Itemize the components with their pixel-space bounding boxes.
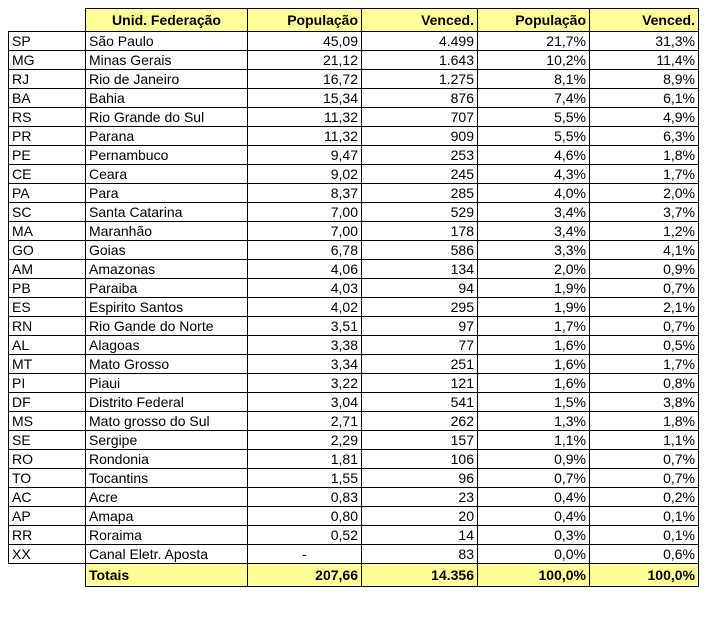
table-row bbox=[9, 165, 699, 184]
table-row bbox=[9, 260, 699, 279]
cell-venced-pct: 1,8% bbox=[590, 412, 699, 431]
cell-population-pct: 5,5% bbox=[478, 127, 590, 146]
cell-venced-pct: 8,9% bbox=[590, 70, 699, 89]
cell-population-pct: 2,0% bbox=[478, 260, 590, 279]
cell-name: Paraiba bbox=[86, 279, 248, 298]
table-row bbox=[9, 146, 699, 165]
cell-uf: SE bbox=[9, 431, 86, 450]
cell-population-pct: 7,4% bbox=[478, 89, 590, 108]
cell-population-pct: 1,1% bbox=[478, 431, 590, 450]
header-cell-venced-pct: Venced. bbox=[590, 9, 699, 32]
cell-venced: 909 bbox=[362, 127, 478, 146]
cell-population: 3,38 bbox=[248, 336, 362, 355]
cell-venced: 262 bbox=[362, 412, 478, 431]
totals-population-pct: 100,0% bbox=[478, 564, 590, 587]
cell-population-pct: 4,6% bbox=[478, 146, 590, 165]
table-row bbox=[9, 127, 699, 146]
cell-population-pct: 0,7% bbox=[478, 469, 590, 488]
cell-venced: 83 bbox=[362, 545, 478, 564]
cell-venced: 157 bbox=[362, 431, 478, 450]
table-row bbox=[9, 203, 699, 222]
cell-population-pct: 4,0% bbox=[478, 184, 590, 203]
cell-population-pct: 0,0% bbox=[478, 545, 590, 564]
cell-population: 1,55 bbox=[248, 469, 362, 488]
cell-population: 2,29 bbox=[248, 431, 362, 450]
cell-uf: PA bbox=[9, 184, 86, 203]
cell-population-pct: 3,4% bbox=[478, 203, 590, 222]
cell-venced-pct: 0,1% bbox=[590, 507, 699, 526]
cell-uf: AM bbox=[9, 260, 86, 279]
table-row bbox=[9, 336, 699, 355]
cell-venced-pct: 1,1% bbox=[590, 431, 699, 450]
totals-population: 207,66 bbox=[248, 564, 362, 587]
header-cell-venced: Venced. bbox=[362, 9, 478, 32]
totals-cell-uf bbox=[9, 564, 86, 587]
cell-population: 0,52 bbox=[248, 526, 362, 545]
cell-venced-pct: 0,1% bbox=[590, 526, 699, 545]
cell-venced-pct: 1,7% bbox=[590, 355, 699, 374]
cell-venced: 96 bbox=[362, 469, 478, 488]
cell-venced-pct: 3,7% bbox=[590, 203, 699, 222]
cell-uf: GO bbox=[9, 241, 86, 260]
cell-uf: AC bbox=[9, 488, 86, 507]
cell-name: Ceara bbox=[86, 165, 248, 184]
cell-venced-pct: 2,0% bbox=[590, 184, 699, 203]
cell-name: Mato Grosso bbox=[86, 355, 248, 374]
cell-uf: RR bbox=[9, 526, 86, 545]
cell-uf: AP bbox=[9, 507, 86, 526]
table-row bbox=[9, 450, 699, 469]
cell-population: 9,02 bbox=[248, 165, 362, 184]
cell-population-pct: 1,6% bbox=[478, 374, 590, 393]
cell-uf: PI bbox=[9, 374, 86, 393]
cell-population-pct: 4,3% bbox=[478, 165, 590, 184]
table-row bbox=[9, 241, 699, 260]
cell-uf: AL bbox=[9, 336, 86, 355]
cell-population: 0,83 bbox=[248, 488, 362, 507]
cell-population-pct: 0,4% bbox=[478, 488, 590, 507]
cell-population: 3,34 bbox=[248, 355, 362, 374]
cell-venced-pct: 0,7% bbox=[590, 279, 699, 298]
cell-uf: RN bbox=[9, 317, 86, 336]
cell-venced: 121 bbox=[362, 374, 478, 393]
cell-name: Pernambuco bbox=[86, 146, 248, 165]
table-row bbox=[9, 469, 699, 488]
table-row bbox=[9, 108, 699, 127]
cell-population: - bbox=[248, 545, 362, 564]
cell-population: 11,32 bbox=[248, 108, 362, 127]
table-row bbox=[9, 32, 699, 51]
table-row bbox=[9, 317, 699, 336]
cell-venced-pct: 0,7% bbox=[590, 469, 699, 488]
cell-population-pct: 1,5% bbox=[478, 393, 590, 412]
table-row bbox=[9, 222, 699, 241]
cell-uf: RO bbox=[9, 450, 86, 469]
totals-venced: 14.356 bbox=[362, 564, 478, 587]
cell-uf: ES bbox=[9, 298, 86, 317]
cell-venced: 106 bbox=[362, 450, 478, 469]
cell-venced: 586 bbox=[362, 241, 478, 260]
cell-venced: 1.643 bbox=[362, 51, 478, 70]
cell-population: 1,81 bbox=[248, 450, 362, 469]
cell-uf: SC bbox=[9, 203, 86, 222]
cell-name: Minas Gerais bbox=[86, 51, 248, 70]
cell-population: 3,22 bbox=[248, 374, 362, 393]
cell-population-pct: 5,5% bbox=[478, 108, 590, 127]
table-row bbox=[9, 412, 699, 431]
table-row bbox=[9, 184, 699, 203]
cell-venced: 77 bbox=[362, 336, 478, 355]
states-table bbox=[8, 8, 699, 587]
cell-venced: 529 bbox=[362, 203, 478, 222]
cell-population-pct: 0,4% bbox=[478, 507, 590, 526]
cell-name: Canal Eletr. Aposta bbox=[86, 545, 248, 564]
cell-population: 2,71 bbox=[248, 412, 362, 431]
cell-name: Maranhão bbox=[86, 222, 248, 241]
cell-venced: 134 bbox=[362, 260, 478, 279]
cell-venced-pct: 4,9% bbox=[590, 108, 699, 127]
cell-name: São Paulo bbox=[86, 32, 248, 51]
cell-venced: 295 bbox=[362, 298, 478, 317]
cell-venced: 94 bbox=[362, 279, 478, 298]
cell-venced-pct: 0,7% bbox=[590, 450, 699, 469]
cell-venced: 285 bbox=[362, 184, 478, 203]
cell-venced: 253 bbox=[362, 146, 478, 165]
cell-name: Santa Catarina bbox=[86, 203, 248, 222]
cell-name: Para bbox=[86, 184, 248, 203]
cell-population: 11,32 bbox=[248, 127, 362, 146]
cell-venced: 541 bbox=[362, 393, 478, 412]
cell-population-pct: 0,9% bbox=[478, 450, 590, 469]
cell-venced: 4.499 bbox=[362, 32, 478, 51]
cell-name: Rio Grande do Sul bbox=[86, 108, 248, 127]
header-cell-population-pct: População bbox=[478, 9, 590, 32]
cell-venced: 876 bbox=[362, 89, 478, 108]
cell-population-pct: 1,9% bbox=[478, 279, 590, 298]
table-row bbox=[9, 298, 699, 317]
cell-population: 45,09 bbox=[248, 32, 362, 51]
cell-venced-pct: 31,3% bbox=[590, 32, 699, 51]
cell-name: Rio Gande do Norte bbox=[86, 317, 248, 336]
totals-label: Totais bbox=[86, 564, 248, 587]
cell-name: Tocantins bbox=[86, 469, 248, 488]
cell-uf: SP bbox=[9, 32, 86, 51]
cell-venced-pct: 4,1% bbox=[590, 241, 699, 260]
table-row bbox=[9, 374, 699, 393]
cell-name: Goias bbox=[86, 241, 248, 260]
cell-population: 9,47 bbox=[248, 146, 362, 165]
cell-uf: MS bbox=[9, 412, 86, 431]
cell-population: 8,37 bbox=[248, 184, 362, 203]
cell-uf: XX bbox=[9, 545, 86, 564]
cell-venced-pct: 0,9% bbox=[590, 260, 699, 279]
table-row bbox=[9, 526, 699, 545]
cell-population: 7,00 bbox=[248, 203, 362, 222]
cell-name: Distrito Federal bbox=[86, 393, 248, 412]
cell-venced: 97 bbox=[362, 317, 478, 336]
header-row bbox=[9, 9, 699, 32]
cell-uf: MT bbox=[9, 355, 86, 374]
cell-uf: MA bbox=[9, 222, 86, 241]
cell-uf: MG bbox=[9, 51, 86, 70]
cell-uf: PR bbox=[9, 127, 86, 146]
header-cell-population: População bbox=[248, 9, 362, 32]
cell-population-pct: 3,4% bbox=[478, 222, 590, 241]
table-row bbox=[9, 51, 699, 70]
cell-name: Parana bbox=[86, 127, 248, 146]
table-row bbox=[9, 70, 699, 89]
cell-venced-pct: 0,7% bbox=[590, 317, 699, 336]
totals-venced-pct: 100,0% bbox=[590, 564, 699, 587]
cell-population: 0,80 bbox=[248, 507, 362, 526]
table-row bbox=[9, 507, 699, 526]
cell-population-pct: 21,7% bbox=[478, 32, 590, 51]
cell-population: 4,06 bbox=[248, 260, 362, 279]
table-row bbox=[9, 488, 699, 507]
table-row bbox=[9, 279, 699, 298]
cell-population: 7,00 bbox=[248, 222, 362, 241]
cell-venced: 23 bbox=[362, 488, 478, 507]
table-row bbox=[9, 355, 699, 374]
cell-name: Espirito Santos bbox=[86, 298, 248, 317]
cell-venced: 251 bbox=[362, 355, 478, 374]
cell-venced-pct: 0,8% bbox=[590, 374, 699, 393]
cell-population-pct: 8,1% bbox=[478, 70, 590, 89]
cell-uf: RS bbox=[9, 108, 86, 127]
cell-name: Acre bbox=[86, 488, 248, 507]
cell-population-pct: 1,6% bbox=[478, 336, 590, 355]
cell-name: Rondonia bbox=[86, 450, 248, 469]
cell-venced-pct: 0,5% bbox=[590, 336, 699, 355]
cell-population-pct: 1,9% bbox=[478, 298, 590, 317]
cell-population: 16,72 bbox=[248, 70, 362, 89]
cell-name: Piaui bbox=[86, 374, 248, 393]
cell-venced: 1.275 bbox=[362, 70, 478, 89]
cell-venced: 707 bbox=[362, 108, 478, 127]
table-row bbox=[9, 393, 699, 412]
cell-venced-pct: 11,4% bbox=[590, 51, 699, 70]
cell-name: Amapa bbox=[86, 507, 248, 526]
cell-uf: BA bbox=[9, 89, 86, 108]
cell-venced: 178 bbox=[362, 222, 478, 241]
cell-name: Mato grosso do Sul bbox=[86, 412, 248, 431]
cell-name: Bahia bbox=[86, 89, 248, 108]
cell-population: 3,04 bbox=[248, 393, 362, 412]
cell-population: 15,34 bbox=[248, 89, 362, 108]
header-cell-uf bbox=[9, 9, 86, 32]
cell-uf: TO bbox=[9, 469, 86, 488]
cell-name: Alagoas bbox=[86, 336, 248, 355]
table-row bbox=[9, 431, 699, 450]
cell-name: Rio de Janeiro bbox=[86, 70, 248, 89]
cell-venced: 245 bbox=[362, 165, 478, 184]
cell-venced-pct: 6,1% bbox=[590, 89, 699, 108]
cell-uf: PE bbox=[9, 146, 86, 165]
cell-population-pct: 0,3% bbox=[478, 526, 590, 545]
cell-venced-pct: 3,8% bbox=[590, 393, 699, 412]
cell-population: 4,02 bbox=[248, 298, 362, 317]
cell-uf: DF bbox=[9, 393, 86, 412]
table-body bbox=[9, 32, 699, 564]
cell-venced-pct: 6,3% bbox=[590, 127, 699, 146]
cell-name: Amazonas bbox=[86, 260, 248, 279]
cell-uf: RJ bbox=[9, 70, 86, 89]
cell-name: Roraima bbox=[86, 526, 248, 545]
cell-population-pct: 1,7% bbox=[478, 317, 590, 336]
cell-venced-pct: 1,7% bbox=[590, 165, 699, 184]
cell-population: 6,78 bbox=[248, 241, 362, 260]
cell-venced-pct: 0,2% bbox=[590, 488, 699, 507]
cell-population: 3,51 bbox=[248, 317, 362, 336]
cell-venced: 14 bbox=[362, 526, 478, 545]
cell-venced-pct: 0,6% bbox=[590, 545, 699, 564]
table-row bbox=[9, 545, 699, 564]
cell-venced-pct: 1,2% bbox=[590, 222, 699, 241]
header-cell-name: Unid. Federação bbox=[86, 9, 248, 32]
cell-uf: PB bbox=[9, 279, 86, 298]
totals-row bbox=[9, 564, 699, 587]
cell-population-pct: 1,3% bbox=[478, 412, 590, 431]
table-row bbox=[9, 89, 699, 108]
cell-venced: 20 bbox=[362, 507, 478, 526]
cell-venced-pct: 1,8% bbox=[590, 146, 699, 165]
cell-name: Sergipe bbox=[86, 431, 248, 450]
cell-population-pct: 3,3% bbox=[478, 241, 590, 260]
cell-population-pct: 10,2% bbox=[478, 51, 590, 70]
cell-population: 4,03 bbox=[248, 279, 362, 298]
cell-population: 21,12 bbox=[248, 51, 362, 70]
cell-venced-pct: 2,1% bbox=[590, 298, 699, 317]
cell-uf: CE bbox=[9, 165, 86, 184]
cell-population-pct: 1,6% bbox=[478, 355, 590, 374]
